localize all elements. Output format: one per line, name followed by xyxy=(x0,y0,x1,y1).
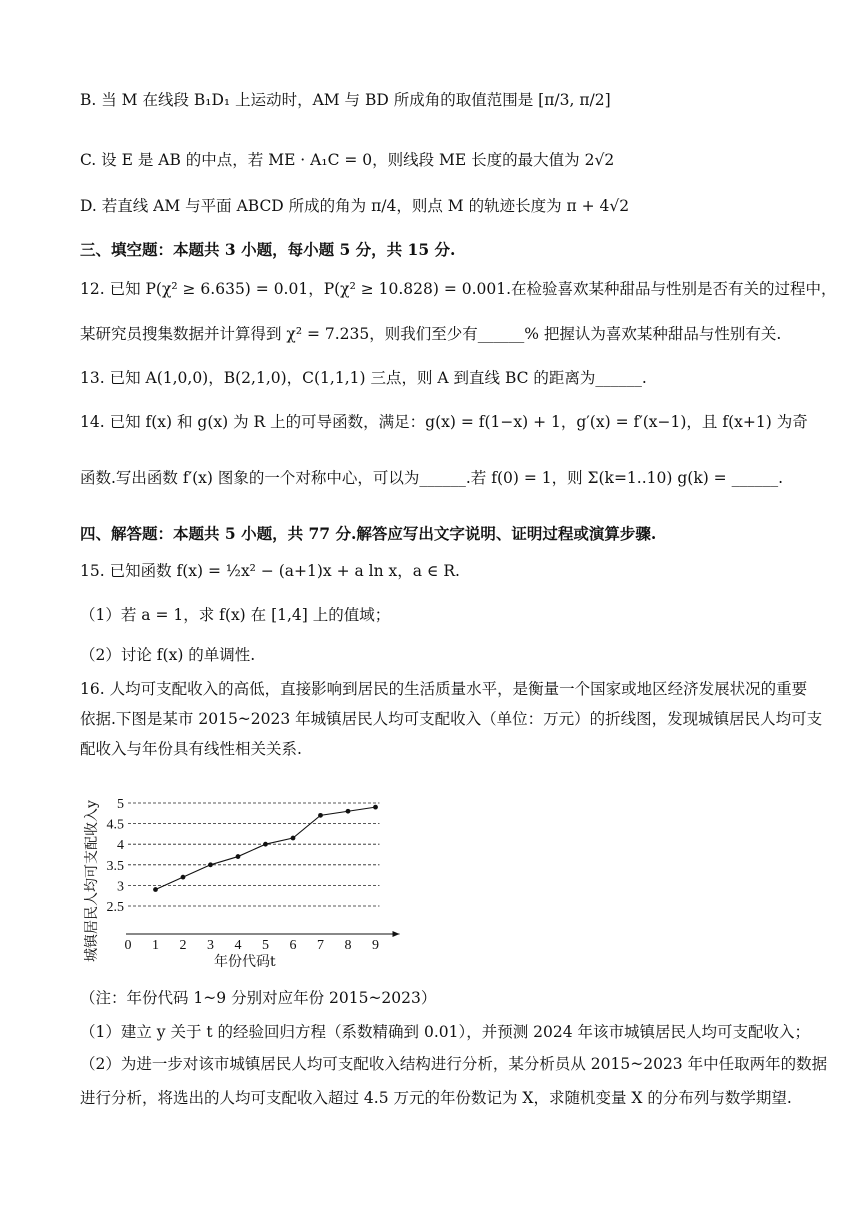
x-tick-label: 0 xyxy=(124,937,132,953)
income-chart-svg xyxy=(78,748,418,978)
q14-line2: 函数.写出函数 f′(x) 图象的一个对称中心，可以为______.若 f(0) = 1，则 Σ(k=1..10) g(k) = ______. xyxy=(80,469,784,487)
q14-line1: 14. 已知 f(x) 和 g(x) 为 R 上的可导函数，满足：g(x) = f(1−x) + 1，g′(x) = f′(x−1)，且 f(x+1) 为奇 xyxy=(80,413,808,431)
q15-part2: （2）讨论 f(x) 的单调性. xyxy=(80,646,256,664)
chart-series xyxy=(153,805,378,892)
x-tick-label: 1 xyxy=(152,937,159,953)
q12-line2: 某研究员搜集数据并计算得到 χ² = 7.235，则我们至少有______% 把握认为喜欢某种甜品与性别有关. xyxy=(80,325,782,343)
q15-part1: （1）若 a = 1，求 f(x) 在 [1,4] 上的值域； xyxy=(80,606,391,624)
q16-line1: 16. 人均可支配收入的高低，直接影响到居民的生活质量水平，是衡量一个国家或地区经济发展状况的重要 xyxy=(80,680,808,698)
chart-x-label: 年份代码t xyxy=(214,954,276,970)
data-point xyxy=(153,887,158,892)
x-axis-arrow xyxy=(393,931,400,937)
income-line-chart xyxy=(78,748,418,982)
chart-y-label: 城镇居民人均可支配收入y xyxy=(84,800,100,962)
x-tick-label: 9 xyxy=(372,937,379,953)
q16-part2a: （2）为进一步对该市城镇居民人均可支配收入结构进行分析，某分析员从 2015~2023 年中任取两年的数据 xyxy=(80,1055,828,1073)
q11-option-c xyxy=(80,148,614,170)
chart-ticks xyxy=(107,797,380,953)
section4-title: 四、解答题：本题共 5 小题，共 77 分.解答应写出文字说明、证明过程或演算步骤. xyxy=(80,524,657,543)
y-tick-label: 3.5 xyxy=(106,858,124,874)
q13-line1: 13. 已知 A(1,0,0)，B(2,1,0)，C(1,1,1) 三点，则 A 到直线 BC 的距离为______. xyxy=(80,369,647,387)
x-tick-label: 4 xyxy=(234,937,242,953)
q15-stem: 15. 已知函数 f(x) = ½x² − (a+1)x + a ln x，a ∈ R. xyxy=(80,562,460,580)
data-point xyxy=(263,842,268,847)
section3-title: 三、填空题：本题共 3 小题，每小题 5 分，共 15 分. xyxy=(80,240,456,259)
y-tick-label: 4 xyxy=(117,838,124,854)
x-tick-label: 5 xyxy=(262,937,269,953)
q11-option-d xyxy=(80,194,629,216)
q11-option-b-text: B. 当 M 在线段 B₁D₁ 上运动时，AM 与 BD 所成角的取值范围是 [π/3, π/2] xyxy=(80,91,611,109)
y-tick-label: 3 xyxy=(117,879,124,895)
data-point xyxy=(373,805,378,810)
chart-grid xyxy=(128,803,380,906)
data-point xyxy=(236,854,241,859)
x-tick-label: 3 xyxy=(207,937,214,953)
q16-line2: 依据.下图是某市 2015~2023 年城镇居民人均可支配收入（单位：万元）的折线图，发现城镇居民人均可支 xyxy=(80,710,823,728)
x-tick-label: 2 xyxy=(179,937,187,953)
data-point xyxy=(346,809,351,814)
q11-option-b xyxy=(80,88,611,110)
chart-axes xyxy=(126,931,400,937)
y-tick-label: 4.5 xyxy=(106,817,124,833)
data-point xyxy=(181,875,186,880)
x-tick-label: 6 xyxy=(289,937,297,953)
data-point xyxy=(291,836,296,841)
q12-line1: 12. 已知 P(χ² ≥ 6.635) = 0.01，P(χ² ≥ 10.828) = 0.001.在检验喜欢某种甜品与性别是否有关的过程中， xyxy=(80,280,837,298)
q11-option-d-text: D. 若直线 AM 与平面 ABCD 所成的角为 π/4，则点 M 的轨迹长度为 π + 4√2 xyxy=(80,197,630,215)
x-tick-label: 8 xyxy=(344,937,352,953)
q16-note: （注：年份代码 1~9 分别对应年份 2015~2023） xyxy=(80,989,437,1007)
data-point xyxy=(208,862,213,867)
y-tick-label: 2.5 xyxy=(106,900,124,915)
q16-part1: （1）建立 y 关于 t 的经验回归方程（系数精确到 0.01），并预测 2024 年该市城镇居民人均可支配收入； xyxy=(80,1023,811,1041)
x-tick-label: 7 xyxy=(317,937,324,953)
q16-part2b: 进行分析，将选出的人均可支配收入超过 4.5 万元的年份数记为 X，求随机变量 X 的分布列与数学期望. xyxy=(80,1089,792,1107)
y-tick-label: 5 xyxy=(117,797,124,812)
q11-option-c-text: C. 设 E 是 AB 的中点，若 ME · A₁C = 0，则线段 ME 长度的最大值为 2√2 xyxy=(80,151,615,169)
series-line xyxy=(156,807,376,889)
q16-line3: 配收入与年份具有线性相关关系. xyxy=(80,740,302,758)
data-point xyxy=(318,813,323,818)
